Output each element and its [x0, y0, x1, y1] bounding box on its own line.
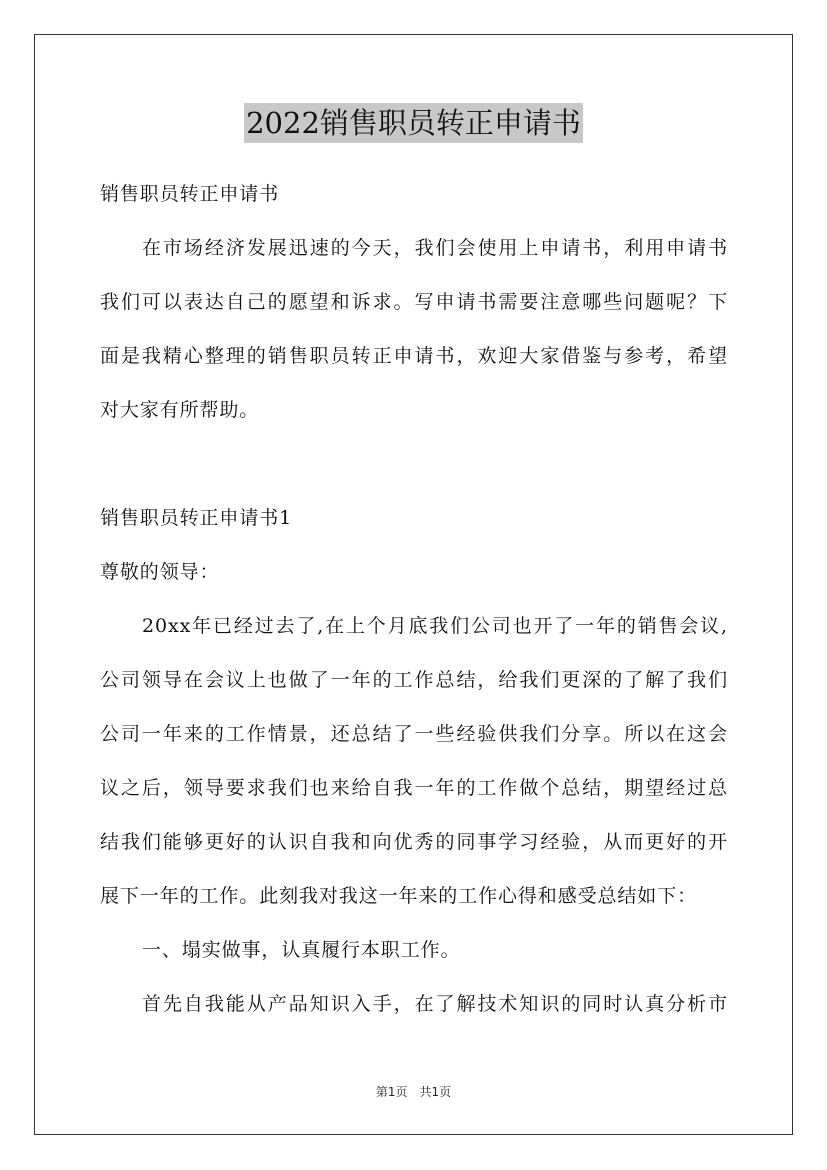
body-line-2: 公司领导在会议上也做了一年的工作总结，给我们更深的了解了我们: [100, 669, 728, 691]
intro-line-1: 在市场经济发展迅速的今天，我们会使用上申请书，利用申请书: [142, 237, 728, 259]
page-title: 2022销售职员转正申请书: [244, 103, 583, 143]
subtitle: 销售职员转正申请书: [100, 183, 280, 205]
point-one: 一、塌实做事，认真履行本职工作。: [142, 939, 461, 961]
salutation: 尊敬的领导：: [100, 561, 220, 583]
intro-line-4: 对大家有所帮助。: [100, 399, 260, 421]
intro-line-3: 面是我精心整理的销售职员转正申请书，欢迎大家借鉴与参考，希望: [100, 345, 728, 367]
body-line-3: 公司一年来的工作情景，还总结了一些经验供我们分享。所以在这会: [100, 723, 728, 745]
page-footer: 第1页 共1页: [375, 1085, 452, 1099]
body-line-4: 议之后，领导要求我们也来给自我一年的工作做个总结，期望经过总: [100, 777, 728, 799]
title-container: [0, 103, 827, 143]
body-line-1: 20xx年已经过去了,在上个月底我们公司也开了一年的销售会议,: [142, 615, 728, 637]
section-heading: 销售职员转正申请书1: [100, 507, 293, 529]
intro-line-2: 我们可以表达自己的愿望和诉求。写申请书需要注意哪些问题呢？下: [100, 291, 728, 313]
closing-line: 首先自我能从产品知识入手，在了解技术知识的同时认真分析市: [142, 993, 728, 1015]
body-line-5: 结我们能够更好的认识自我和向优秀的同事学习经验，从而更好的开: [100, 831, 728, 853]
body-line-6: 展下一年的工作。此刻我对我这一年来的工作心得和感受总结如下：: [100, 885, 698, 907]
